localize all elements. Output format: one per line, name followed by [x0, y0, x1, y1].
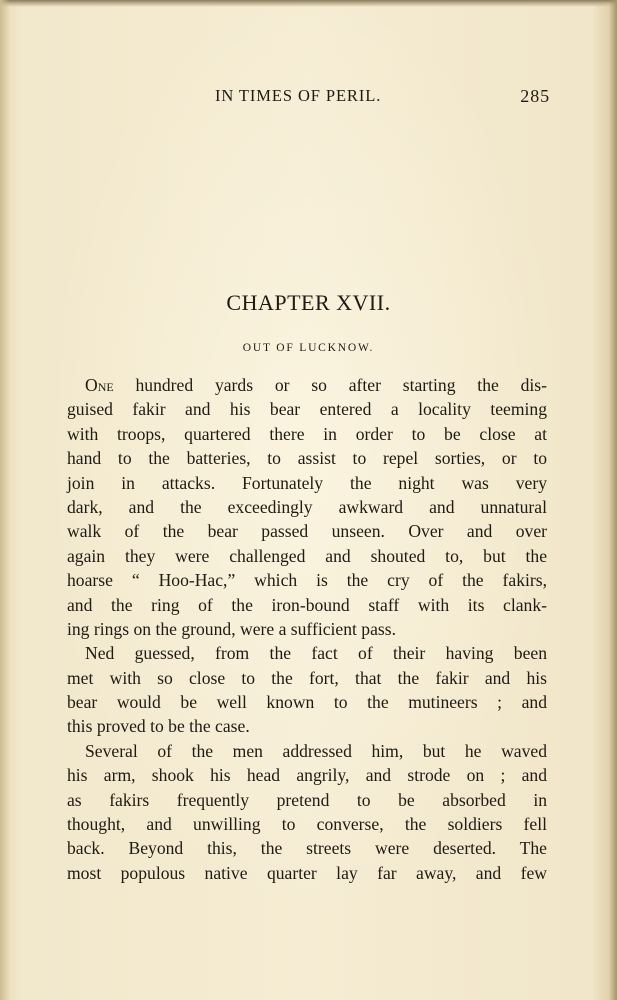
chapter-subtitle: OUT OF LUCKNOW. — [242, 342, 375, 354]
text-line: One hundred yards or so after starting the dis- — [85, 375, 547, 395]
page-right-edge — [609, 0, 617, 1000]
text-line: met with so close to the fort, that the fakir and his — [67, 667, 547, 688]
page-top-edge — [0, 0, 617, 7]
text-line: back. Beyond this, the streets were deserted. The — [67, 838, 547, 859]
running-head-title: IN TIMES OF PERIL. — [215, 86, 382, 105]
text-line: guised fakir and his bear entered a locality teeming — [67, 399, 547, 420]
paragraph — [67, 373, 547, 641]
text-line: as fakirs frequently pretend to be absorbed in — [67, 789, 547, 810]
text-line: again they were challenged and shouted to, but the — [67, 545, 547, 566]
chapter-title: CHAPTER XVII. — [226, 290, 391, 315]
text-line: his arm, shook his head angrily, and strode on ; and — [67, 765, 547, 786]
text-line: hoarse “ Hoo-Hac,” which is the cry of the fakirs, — [67, 570, 547, 591]
text-line: Ned guessed, from the fact of their having been — [85, 643, 547, 664]
text-line: Several of the men addressed him, but he waved — [85, 740, 547, 761]
paragraph — [67, 739, 547, 885]
text-line: this proved to be the case. — [67, 716, 250, 737]
text-line: with troops, quartered there in order to be close at — [67, 423, 547, 444]
text-line: walk of the bear passed unseen. Over and over — [67, 521, 547, 542]
lead-word: One — [85, 375, 114, 395]
text-line: most populous native quarter lay far away, and few — [67, 862, 547, 883]
paragraph — [67, 641, 547, 739]
text-line: join in attacks. Fortunately the night was very — [67, 472, 547, 493]
text-line: bear would be well known to the mutineers ; and — [67, 692, 547, 713]
text-line: thought, and unwilling to converse, the soldiers fell — [67, 814, 547, 835]
body-text — [67, 373, 547, 885]
running-head — [60, 86, 550, 110]
text-line: dark, and the exceedingly awkward and unnatural — [67, 496, 547, 517]
text-line: and the ring of the iron-bound staff with its clank- — [67, 594, 547, 615]
text-line: hand to the batteries, to assist to repel sorties, or to — [67, 448, 547, 469]
text-line: ing rings on the ground, were a sufficient pass. — [67, 618, 396, 639]
page-number: 285 — [520, 86, 550, 106]
page-left-edge — [0, 0, 10, 1000]
